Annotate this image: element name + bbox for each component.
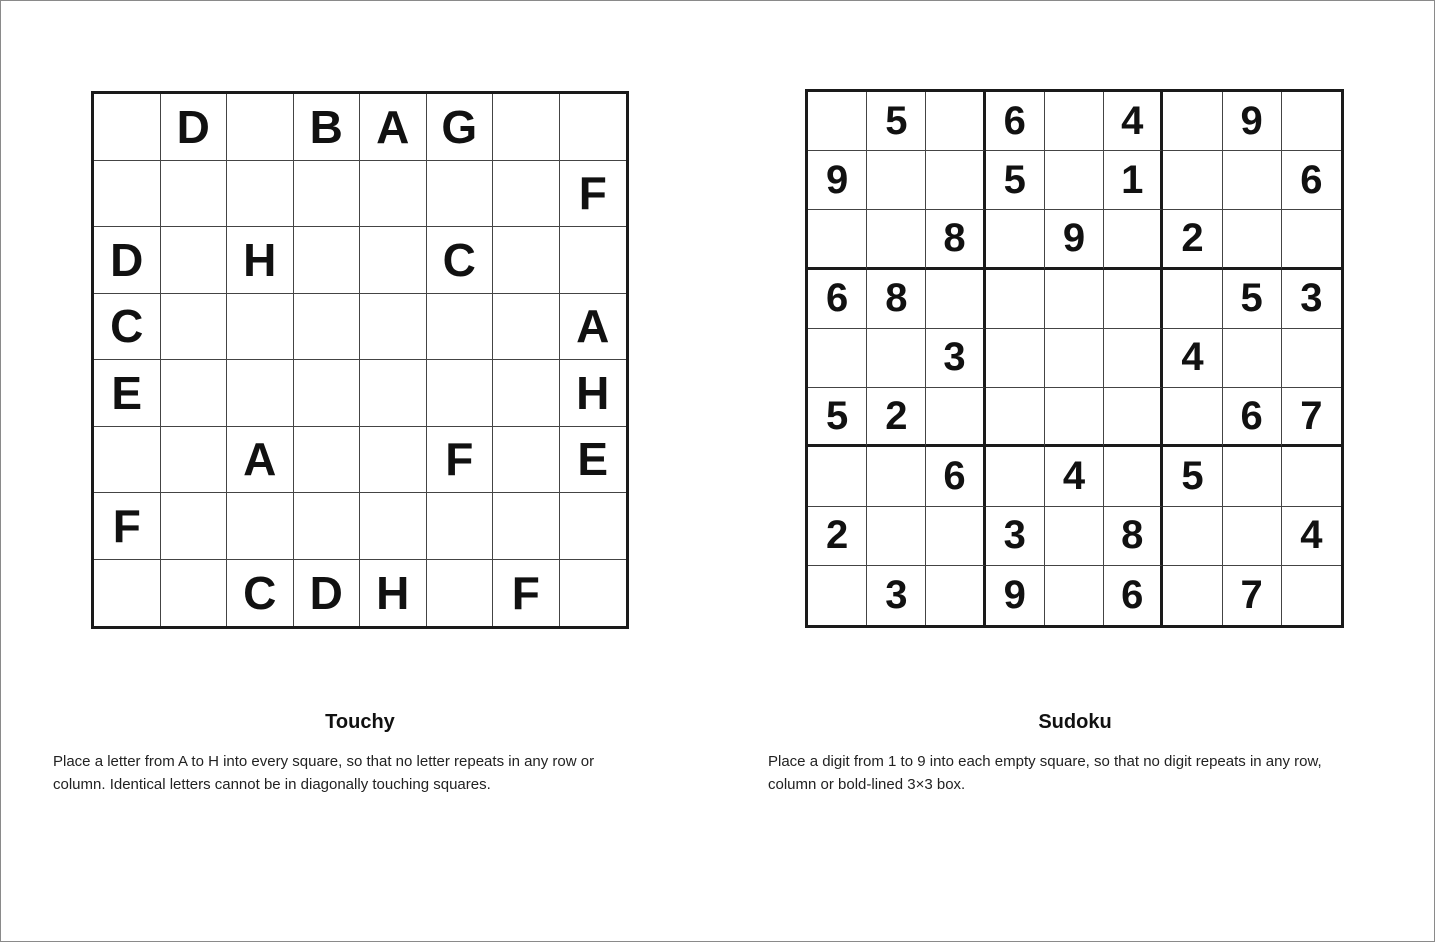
touchy-cell[interactable]	[227, 294, 294, 361]
sudoku-instructions: Place a digit from 1 to 9 into each empty square, so that no digit repeats in any row, column or bold-lined 3×3 box.	[768, 753, 1322, 793]
touchy-cell[interactable]	[560, 560, 627, 627]
touchy-cell[interactable]	[493, 427, 560, 494]
touchy-cell[interactable]	[161, 360, 228, 427]
sudoku-cell[interactable]	[1045, 92, 1104, 151]
sudoku-cell[interactable]	[926, 388, 985, 447]
touchy-cell[interactable]: D	[161, 94, 228, 161]
touchy-cell[interactable]: H	[360, 560, 427, 627]
touchy-cell[interactable]	[94, 161, 161, 228]
touchy-cell[interactable]	[161, 427, 228, 494]
touchy-cell[interactable]	[493, 360, 560, 427]
sudoku-cell[interactable]	[1282, 566, 1341, 625]
touchy-cell[interactable]	[493, 94, 560, 161]
sudoku-cell[interactable]	[986, 210, 1045, 269]
touchy-cell[interactable]	[427, 493, 494, 560]
sudoku-cell[interactable]	[1045, 329, 1104, 388]
touchy-cell[interactable]	[161, 560, 228, 627]
sudoku-cell[interactable]: 4	[1104, 92, 1163, 151]
sudoku-cell[interactable]: 7	[1282, 388, 1341, 447]
sudoku-cell[interactable]: 9	[808, 151, 867, 210]
sudoku-cell[interactable]	[1045, 566, 1104, 625]
sudoku-cell[interactable]: 6	[1223, 388, 1282, 447]
touchy-cell[interactable]	[493, 161, 560, 228]
touchy-cell[interactable]	[360, 227, 427, 294]
sudoku-cell[interactable]	[1282, 447, 1341, 506]
touchy-cell[interactable]: C	[227, 560, 294, 627]
sudoku-cell[interactable]	[986, 447, 1045, 506]
sudoku-cell[interactable]	[808, 329, 867, 388]
sudoku-cell[interactable]: 4	[1045, 447, 1104, 506]
sudoku-cell[interactable]	[986, 388, 1045, 447]
touchy-cell[interactable]	[294, 360, 361, 427]
touchy-cell[interactable]: A	[560, 294, 627, 361]
touchy-cell[interactable]: H	[227, 227, 294, 294]
touchy-cell[interactable]	[360, 161, 427, 228]
touchy-cell[interactable]: A	[360, 94, 427, 161]
sudoku-cell[interactable]	[1223, 507, 1282, 566]
touchy-cell[interactable]	[427, 294, 494, 361]
sudoku-cell[interactable]	[1163, 151, 1222, 210]
touchy-cell[interactable]	[493, 227, 560, 294]
sudoku-cell[interactable]	[1223, 151, 1282, 210]
sudoku-cell[interactable]	[867, 507, 926, 566]
sudoku-cell[interactable]	[1104, 329, 1163, 388]
sudoku-cell[interactable]	[1104, 210, 1163, 269]
sudoku-cell[interactable]: 2	[1163, 210, 1222, 269]
touchy-cell[interactable]	[427, 560, 494, 627]
touchy-cell[interactable]: E	[94, 360, 161, 427]
sudoku-cell[interactable]: 3	[867, 566, 926, 625]
touchy-cell[interactable]: D	[294, 560, 361, 627]
sudoku-cell[interactable]: 5	[1223, 270, 1282, 329]
touchy-cell[interactable]	[161, 493, 228, 560]
touchy-cell[interactable]	[360, 493, 427, 560]
touchy-cell[interactable]	[294, 161, 361, 228]
touchy-cell[interactable]: F	[560, 161, 627, 228]
sudoku-cell[interactable]: 6	[808, 270, 867, 329]
sudoku-cell[interactable]	[808, 210, 867, 269]
sudoku-cell[interactable]: 1	[1104, 151, 1163, 210]
touchy-cell[interactable]	[227, 360, 294, 427]
sudoku-cell[interactable]	[1104, 270, 1163, 329]
sudoku-cell[interactable]	[1045, 507, 1104, 566]
sudoku-cell[interactable]: 9	[1045, 210, 1104, 269]
sudoku-cell[interactable]	[1282, 329, 1341, 388]
sudoku-cell[interactable]	[1163, 92, 1222, 151]
sudoku-cell[interactable]	[1282, 92, 1341, 151]
sudoku-cell[interactable]	[1163, 270, 1222, 329]
touchy-cell[interactable]: H	[560, 360, 627, 427]
touchy-cell[interactable]: C	[427, 227, 494, 294]
touchy-title: Touchy	[325, 711, 395, 733]
touchy-cell[interactable]: F	[427, 427, 494, 494]
sudoku-cell[interactable]	[926, 270, 985, 329]
touchy-cell[interactable]	[493, 294, 560, 361]
touchy-cell[interactable]	[161, 161, 228, 228]
touchy-cell[interactable]	[560, 227, 627, 294]
touchy-cell[interactable]	[94, 427, 161, 494]
touchy-cell[interactable]	[294, 493, 361, 560]
touchy-cell[interactable]	[294, 294, 361, 361]
touchy-cell[interactable]	[360, 294, 427, 361]
sudoku-cell[interactable]: 7	[1223, 566, 1282, 625]
sudoku-cell[interactable]: 9	[1223, 92, 1282, 151]
sudoku-cell[interactable]: 9	[986, 566, 1045, 625]
touchy-cell[interactable]	[294, 427, 361, 494]
touchy-cell[interactable]	[560, 94, 627, 161]
sudoku-cell[interactable]: 6	[1104, 566, 1163, 625]
sudoku-cell[interactable]	[867, 210, 926, 269]
sudoku-cell[interactable]: 2	[808, 507, 867, 566]
sudoku-cell[interactable]	[926, 92, 985, 151]
touchy-cell[interactable]: F	[493, 560, 560, 627]
sudoku-cell[interactable]: 8	[867, 270, 926, 329]
sudoku-cell[interactable]: 5	[808, 388, 867, 447]
sudoku-cell[interactable]	[926, 566, 985, 625]
touchy-cell[interactable]	[294, 227, 361, 294]
touchy-cell[interactable]	[227, 493, 294, 560]
touchy-cell[interactable]	[94, 94, 161, 161]
touchy-cell[interactable]: G	[427, 94, 494, 161]
sudoku-cell[interactable]: 4	[1282, 507, 1341, 566]
sudoku-cell[interactable]	[926, 151, 985, 210]
sudoku-cell[interactable]	[1104, 447, 1163, 506]
touchy-cell[interactable]	[427, 161, 494, 228]
touchy-cell[interactable]: A	[227, 427, 294, 494]
touchy-cell[interactable]	[360, 427, 427, 494]
sudoku-cell[interactable]	[1163, 507, 1222, 566]
touchy-cell[interactable]: B	[294, 94, 361, 161]
sudoku-cell[interactable]: 8	[1104, 507, 1163, 566]
sudoku-cell[interactable]	[1223, 447, 1282, 506]
sudoku-cell[interactable]: 3	[926, 329, 985, 388]
touchy-cell[interactable]	[227, 94, 294, 161]
sudoku-cell[interactable]	[808, 566, 867, 625]
touchy-cell[interactable]	[227, 161, 294, 228]
touchy-cell[interactable]: D	[94, 227, 161, 294]
sudoku-cell[interactable]: 5	[1163, 447, 1222, 506]
sudoku-cell[interactable]: 2	[867, 388, 926, 447]
touchy-cell[interactable]: E	[560, 427, 627, 494]
touchy-cell[interactable]	[427, 360, 494, 427]
sudoku-cell[interactable]: 6	[1282, 151, 1341, 210]
sudoku-cell[interactable]: 6	[986, 92, 1045, 151]
sudoku-cell[interactable]: 8	[926, 210, 985, 269]
sudoku-cell[interactable]	[808, 92, 867, 151]
sudoku-cell[interactable]	[926, 507, 985, 566]
sudoku-cell[interactable]	[1223, 329, 1282, 388]
sudoku-cell[interactable]	[986, 329, 1045, 388]
sudoku-cell[interactable]: 3	[986, 507, 1045, 566]
sudoku-cell[interactable]	[867, 151, 926, 210]
sudoku-cell[interactable]: 5	[986, 151, 1045, 210]
touchy-cell[interactable]	[161, 227, 228, 294]
sudoku-cell[interactable]: 5	[867, 92, 926, 151]
sudoku-cell[interactable]	[1045, 151, 1104, 210]
sudoku-cell[interactable]	[808, 447, 867, 506]
sudoku-cell[interactable]	[1163, 566, 1222, 625]
touchy-cell[interactable]	[94, 560, 161, 627]
sudoku-cell[interactable]	[1045, 270, 1104, 329]
sudoku-title: Sudoku	[1038, 711, 1112, 733]
sudoku-cell[interactable]	[867, 329, 926, 388]
sudoku-cell[interactable]: 6	[926, 447, 985, 506]
sudoku-cell[interactable]	[1163, 388, 1222, 447]
touchy-cell[interactable]: C	[94, 294, 161, 361]
sudoku-cell[interactable]: 3	[1282, 270, 1341, 329]
sudoku-cell[interactable]	[1282, 210, 1341, 269]
sudoku-cell[interactable]: 4	[1163, 329, 1222, 388]
sudoku-cell[interactable]	[1104, 388, 1163, 447]
touchy-cell[interactable]: F	[94, 493, 161, 560]
touchy-cell[interactable]	[560, 493, 627, 560]
touchy-cell[interactable]	[161, 294, 228, 361]
touchy-cell[interactable]	[493, 493, 560, 560]
sudoku-cell[interactable]	[867, 447, 926, 506]
touchy-grid	[91, 91, 629, 629]
touchy-instructions: Place a letter from A to H into every square, so that no letter repeats in any row or column. Identical letters cannot be in diagonally touching squares.	[53, 753, 595, 793]
sudoku-cell[interactable]	[1045, 388, 1104, 447]
sudoku-cell[interactable]	[1223, 210, 1282, 269]
sudoku-cell[interactable]	[986, 270, 1045, 329]
sudoku-grid	[805, 89, 1344, 628]
touchy-cell[interactable]	[360, 360, 427, 427]
